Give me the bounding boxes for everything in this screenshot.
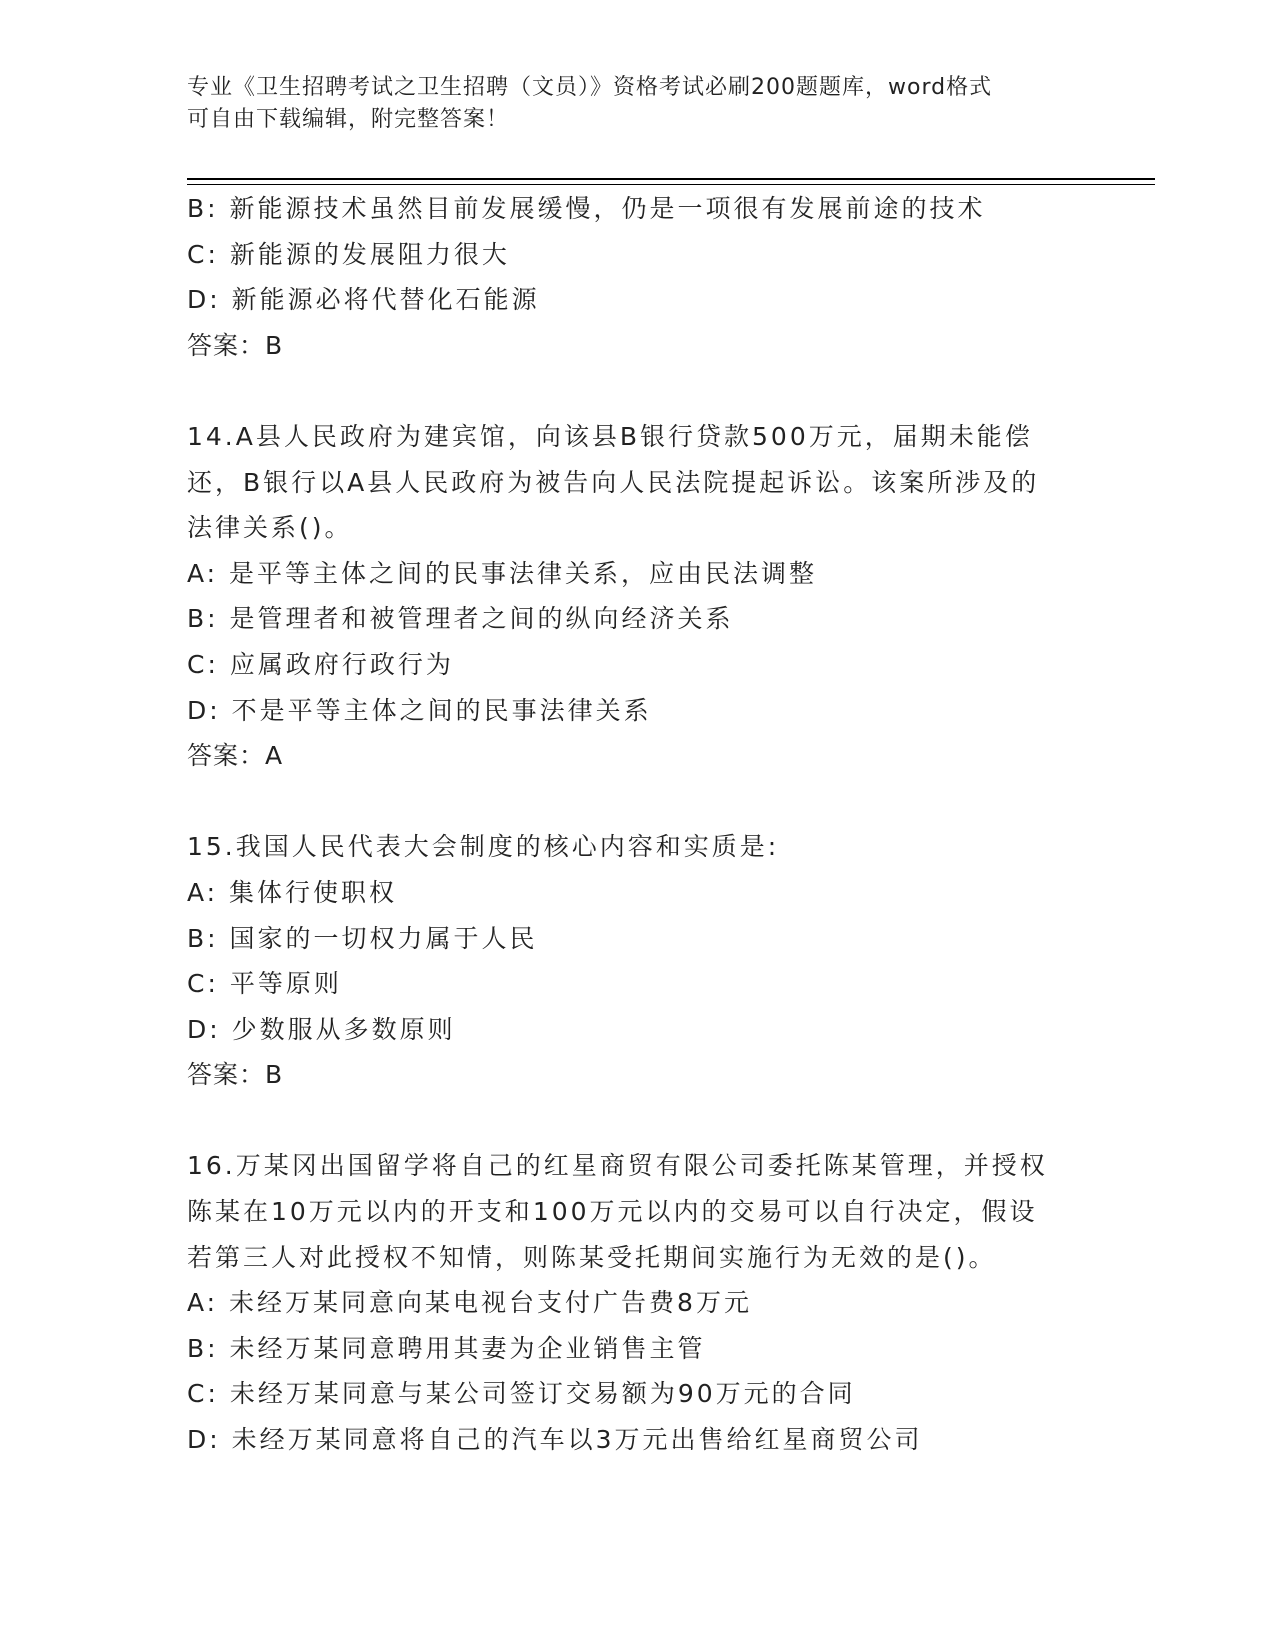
question-list: [187, 186, 1087, 1463]
q16-option-a: A: 未经万某同意向某电视台支付广告费8万元: [187, 1288, 752, 1318]
q16-option-d: D: 未经万某同意将自己的汽车以3万元出售给红星商贸公司: [187, 1425, 923, 1455]
q15-option-a: A: 集体行使职权: [187, 877, 398, 907]
q14-stem-line-1: 14.A县人民政府为建宾馆，向该县B银行贷款500万元，届期未能偿: [187, 421, 1033, 451]
header-divider-thin: [187, 184, 1155, 185]
question-14: [187, 414, 1087, 779]
q14-option-d: D: 不是平等主体之间的民事法律关系: [187, 695, 652, 725]
q13-option-b: B: 新能源技术虽然目前发展缓慢，仍是一项很有发展前途的技术: [187, 194, 986, 223]
spacer: [187, 1098, 1087, 1144]
q15-option-b: B: 国家的一切权力属于人民: [187, 923, 538, 953]
question-16: [187, 1143, 1087, 1462]
q14-option-b: B: 是管理者和被管理者之间的纵向经济关系: [187, 604, 734, 634]
q14-stem-line-2: 还，B银行以A县人民政府为被告向人民法院提起诉讼。该案所涉及的: [187, 467, 1040, 497]
q15-option-c: C: 平等原则: [187, 969, 342, 999]
q15-stem-line-1: 15.我国人民代表大会制度的核心内容和实质是:: [187, 832, 780, 862]
q14-option-a: A: 是平等主体之间的民事法律关系，应由民法调整: [187, 558, 818, 588]
q16-option-c: C: 未经万某同意与某公司签订交易额为90万元的合同: [187, 1379, 856, 1409]
spacer: [187, 779, 1087, 825]
q14-stem-line-3: 法律关系()。: [187, 513, 353, 543]
q15-answer: 答案：B: [187, 1060, 284, 1090]
question-13: [187, 186, 1087, 368]
header-divider-thick: [187, 178, 1155, 180]
page-header: [187, 72, 1087, 136]
header-line-2: 可自由下载编辑，附完整答案！: [187, 107, 510, 132]
spacer: [187, 368, 1087, 414]
q16-stem-line-3: 若第三人对此授权不知情，则陈某受托期间实施行为无效的是()。: [187, 1242, 997, 1272]
header-line-1: 专业《卫生招聘考试之卫生招聘（文员）》资格考试必刷200题题库，word格式: [187, 75, 993, 100]
q16-stem-line-2: 陈某在10万元以内的开支和100万元以内的交易可以自行决定，假设: [187, 1197, 1038, 1227]
q14-option-c: C: 应属政府行政行为: [187, 649, 454, 679]
q13-option-d: D: 新能源必将代替化石能源: [187, 285, 540, 315]
q13-answer: 答案：B: [187, 330, 284, 360]
q14-answer: 答案：A: [187, 741, 284, 771]
question-15: [187, 824, 1087, 1098]
q13-option-c: C: 新能源的发展阻力很大: [187, 239, 510, 269]
q15-option-d: D: 少数服从多数原则: [187, 1014, 456, 1044]
q16-option-b: B: 未经万某同意聘用其妻为企业销售主管: [187, 1333, 706, 1363]
q16-stem-line-1: 16.万某冈出国留学将自己的红星商贸有限公司委托陈某管理，并授权: [187, 1151, 1048, 1181]
